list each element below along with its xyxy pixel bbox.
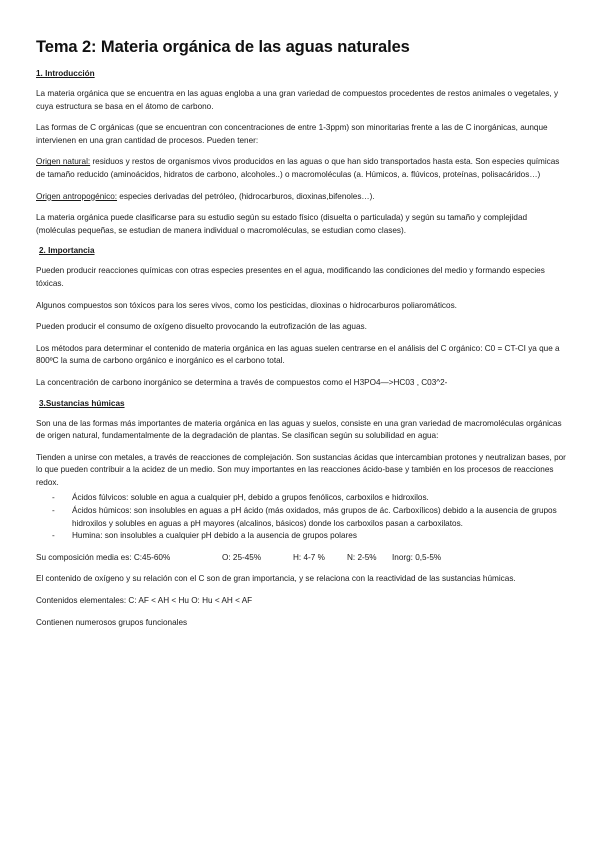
list-dash: - bbox=[52, 506, 55, 516]
list-item-text: Ácidos fúlvicos: soluble en agua a cualquier pH, debido a grupos fenólicos, carboxilos e hidroxilos. bbox=[72, 493, 429, 503]
paragraph: Contenidos elementales: C: AF < AH < Hu O: Hu < AH < AF bbox=[36, 596, 253, 606]
paragraph: Son una de las formas más importantes de materia orgánica en las aguas y suelos, consiste en una gran variedad de macromoléculas orgánicas de origen natural, fundamentalmente de la degradación de plantas. Se clasifican según su solubilidad en agua: bbox=[36, 418, 562, 441]
list-item bbox=[36, 530, 567, 543]
humic-types-list bbox=[36, 492, 567, 542]
paragraph: Contienen numerosos grupos funcionales bbox=[36, 617, 188, 627]
origen-natural-text: residuos y restos de organismos vivos producidos en las aguas o que han sido transportados hasta esta. Son especies químicas de tamaño reducido (aminoácidos, hidratos de carbono, alcoholes..) o macromoléculas (a. Húmicos, a. flúvicos, proteínas, polisacáridos…) bbox=[36, 157, 560, 179]
composition-carbon: Su composición media es: C:45-60% bbox=[36, 552, 171, 562]
page-title: Tema 2: Materia orgánica de las aguas naturales bbox=[36, 38, 410, 56]
list-item-text: Humina: son insolubles a cualquier pH debido a la ausencia de grupos polares bbox=[72, 531, 357, 541]
composition-nitrogen: N: 2-5% bbox=[347, 552, 377, 562]
paragraph-origen-antropogenico bbox=[36, 191, 567, 204]
section-heading-introduccion: 1. Introducción bbox=[36, 69, 95, 78]
paragraph: La materia orgánica que se encuentra en las aguas engloba a una gran variedad de compuestos procedentes de restos animales o vegetales, y cuya estructura se basa en el átomo de carbono. bbox=[36, 89, 559, 111]
composition-hydrogen: H: 4-7 % bbox=[293, 552, 325, 562]
list-dash: - bbox=[52, 493, 55, 503]
paragraph: Los métodos para determinar el contenido de materia orgánica en las aguas suelen centrarse en el análisis del C orgánico: C0 = CT-CI ya que a 800ºC la suma de carbono orgánico e inorgánico es el carbono total. bbox=[36, 343, 560, 366]
origen-antropogenico-label: Origen antropogénico: bbox=[36, 191, 118, 201]
paragraph-origen-natural bbox=[36, 156, 567, 181]
paragraph: La concentración de carbono inorgánico se determina a través de compuestos como el H3PO4—>HC03 , C03^2- bbox=[36, 377, 448, 387]
composition-oxygen: O: 25-45% bbox=[222, 552, 262, 562]
origen-antropogenico-text: especies derivadas del petróleo, (hidrocarburos, dioxinas,bifenoles…). bbox=[117, 191, 375, 201]
section-heading-sustancias-humicas: 3.Sustancias húmicas bbox=[39, 398, 125, 408]
list-dash: - bbox=[52, 531, 55, 541]
list-item bbox=[36, 505, 567, 530]
paragraph: Tienden a unirse con metales, a través de reacciones de complejación. Son sustancias ácidas que intercambian protones y neutralizan bases, por lo que pueden contribuir a la acidez de un medio. Son muy importantes en las reacciones ácido-base y también en los procesos de reacciones redox. bbox=[36, 452, 566, 487]
paragraph: Algunos compuestos son tóxicos para los seres vivos, como los pesticidas, dioxinas o hidrocarburos poliaromáticos. bbox=[36, 300, 457, 310]
paragraph: La materia orgánica puede clasificarse para su estudio según su estado físico (disuelta o particulada) y según su tamaño y complejidad (moléculas pequeñas, se estudian de manera individual o macromoléculas, se estudian como clases). bbox=[36, 213, 528, 235]
composition-inorganic: Inorg: 0,5-5% bbox=[392, 552, 442, 562]
paragraph: El contenido de oxígeno y su relación con el C son de gran importancia, y se relaciona con la reactividad de las sustancias húmicas. bbox=[36, 574, 516, 584]
paragraph: Pueden producir el consumo de oxígeno disuelto provocando la eutrofización de las aguas. bbox=[36, 322, 367, 332]
origen-natural-label: Origen natural: bbox=[36, 157, 91, 167]
composition-line bbox=[36, 552, 567, 565]
paragraph: Pueden producir reacciones químicas con otras especies presentes en el agua, modificando las condiciones del medio y formando especies tóxicas. bbox=[36, 266, 545, 288]
list-item-text: Ácidos húmicos: son insolubles en aguas a pH ácido (más oxidados, más grupos de ác. Carboxílicos) debido a la ausencia de grupos hidroxilos y solubles en aguas a pH mayores (alcalinos, básicos) donde los carboxilos pasan a carboxilatos. bbox=[72, 506, 557, 528]
paragraph: Las formas de C orgánicas (que se encuentran con concentraciones de entre 1-3ppm) son minoritarias frente a las de C inorgánicas, aunque intervienen en una gran cantidad de procesos. Pueden tener: bbox=[36, 123, 548, 145]
section-heading-importancia: 2. Importancia bbox=[39, 246, 95, 256]
list-item bbox=[36, 492, 567, 505]
